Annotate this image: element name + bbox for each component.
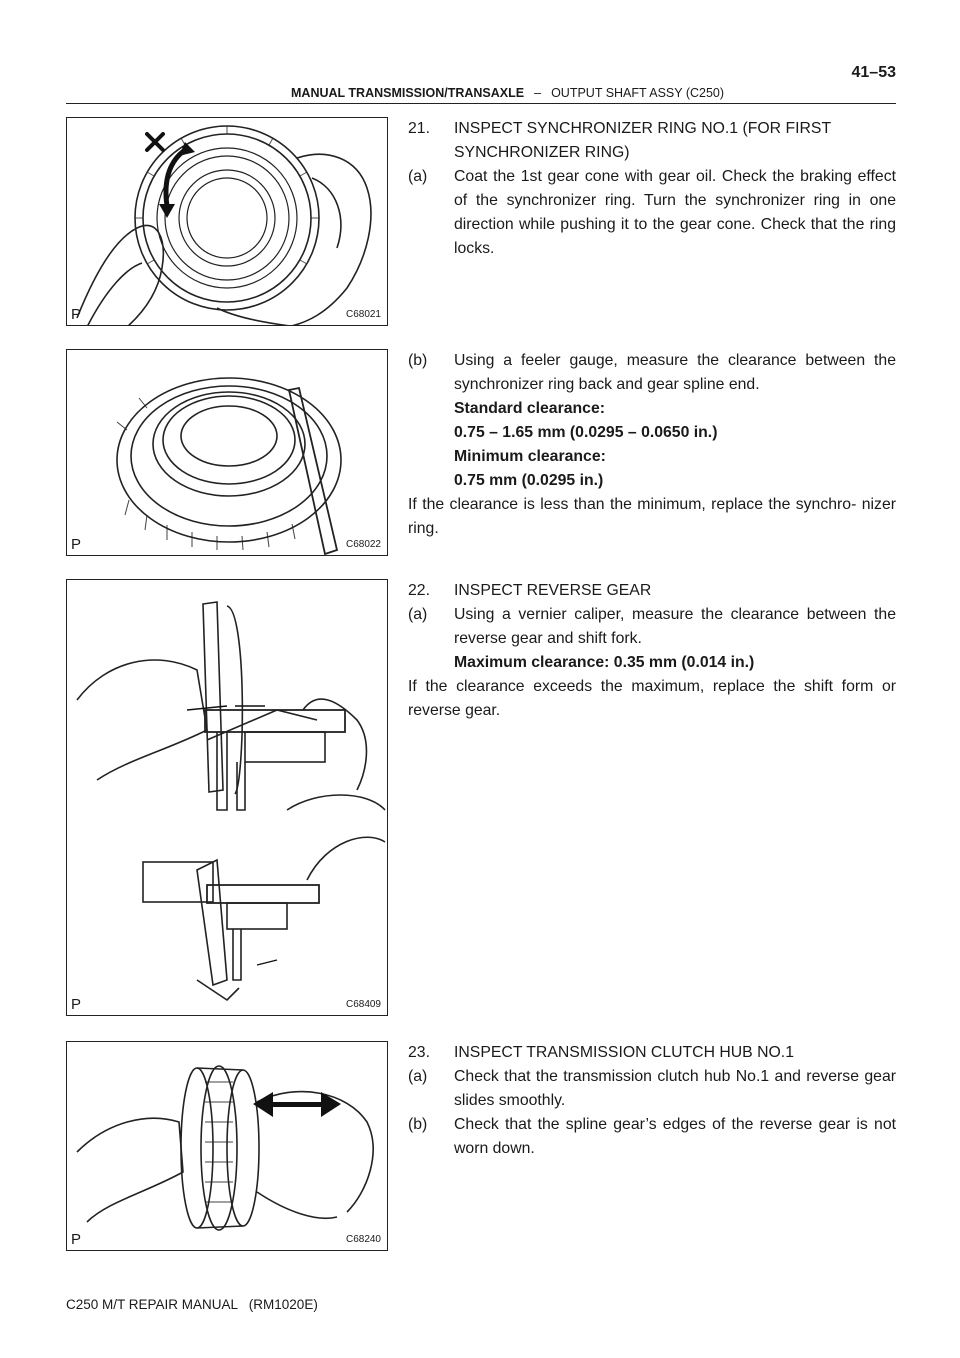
illustration-feeler-gauge [67,350,388,556]
section-22 [408,579,896,723]
figure-p-mark: P [71,996,82,1013]
figure-synchronizer-ring-rotation [66,117,388,326]
step-number: 23. [408,1044,430,1061]
substep-label: (a) [408,168,428,185]
figure-code: C68021 [345,309,381,320]
figure-feeler-gauge [66,349,388,556]
section-21b [408,349,896,541]
figure-p-mark: P [71,1231,82,1248]
section-21 [408,117,896,261]
page-header [66,58,896,104]
substep-text: Coat the 1st gear cone with gear oil. Check the braking effect of the synchronizer ring. Turn the synchronizer ring in one direction while pushing it to the gear cone. Check that the ring locks. [454,168,896,257]
substep-label: (b) [408,1116,428,1133]
figure-code: C68240 [345,1234,381,1245]
figure-p-mark: P [71,306,82,323]
figure-vernier-caliper [66,579,388,1016]
spec-minimum-value: 0.75 mm (0.0295 in.) [454,472,604,489]
step-number: 21. [408,120,430,137]
header-section: MANUAL TRANSMISSION/TRANSAXLE [291,86,525,100]
page-number: 41–53 [851,64,896,81]
header-subsection: OUTPUT SHAFT ASSY (C250) [551,86,725,100]
substep-23a [408,1065,896,1113]
step-23-heading [408,1041,896,1065]
step-title [454,117,896,165]
step-title: INSPECT REVERSE GEAR [454,582,652,599]
substep-text: Using a vernier caliper, measure the clearance between the reverse gear and shift fork. [454,606,896,647]
header-rule [66,103,896,104]
substep-text: Check that the spline gear’s edges of the reverse gear is not worn down. [454,1116,896,1157]
section-23 [408,1041,896,1161]
step-title-line-1: INSPECT SYNCHRONIZER RING NO.1 (FOR FIRST [454,120,832,137]
spec-maximum: Maximum clearance: 0.35 mm (0.014 in.) [454,654,755,671]
step-number: 22. [408,582,430,599]
spec-standard-value: 0.75 – 1.65 mm (0.0295 – 0.0650 in.) [454,424,718,441]
illustration-clutch-hub [67,1042,388,1251]
substep-23b [408,1113,896,1161]
substep-label: (b) [408,352,428,369]
step-21-heading [408,117,896,165]
spec-standard-title: Standard clearance: [454,400,606,417]
step-title: INSPECT TRANSMISSION CLUTCH HUB NO.1 [454,1044,794,1061]
figure-p-mark: P [71,536,82,553]
figure-clutch-hub [66,1041,388,1251]
substep-text: Using a feeler gauge, measure the clearance between the synchronizer ring back and gear spline end. [454,352,896,393]
substep-label: (a) [408,606,428,623]
step-22-heading [408,579,896,603]
illustration-vernier-caliper [67,580,388,1016]
substep-21b [408,349,896,397]
substep-text: Check that the transmission clutch hub No.1 and reverse gear slides smoothly. [454,1068,896,1109]
illustration-synchronizer-ring-rotation [67,118,388,326]
page-footer: C250 M/T REPAIR MANUAL (RM1020E) [66,1297,318,1312]
figure-code: C68409 [345,999,381,1010]
substep-22a [408,603,896,651]
substep-21a [408,165,896,261]
figure-code: C68022 [345,539,381,550]
replacement-note: If the clearance is less than the minimum, replace the synchro- nizer ring. [408,496,896,537]
replacement-note: If the clearance exceeds the maximum, replace the shift form or reverse gear. [408,678,896,719]
header-title [291,86,724,100]
spec-minimum-title: Minimum clearance: [454,448,606,465]
header-separator: – [534,86,542,100]
step-title-line-2: SYNCHRONIZER RING) [454,144,630,161]
substep-label: (a) [408,1068,428,1085]
